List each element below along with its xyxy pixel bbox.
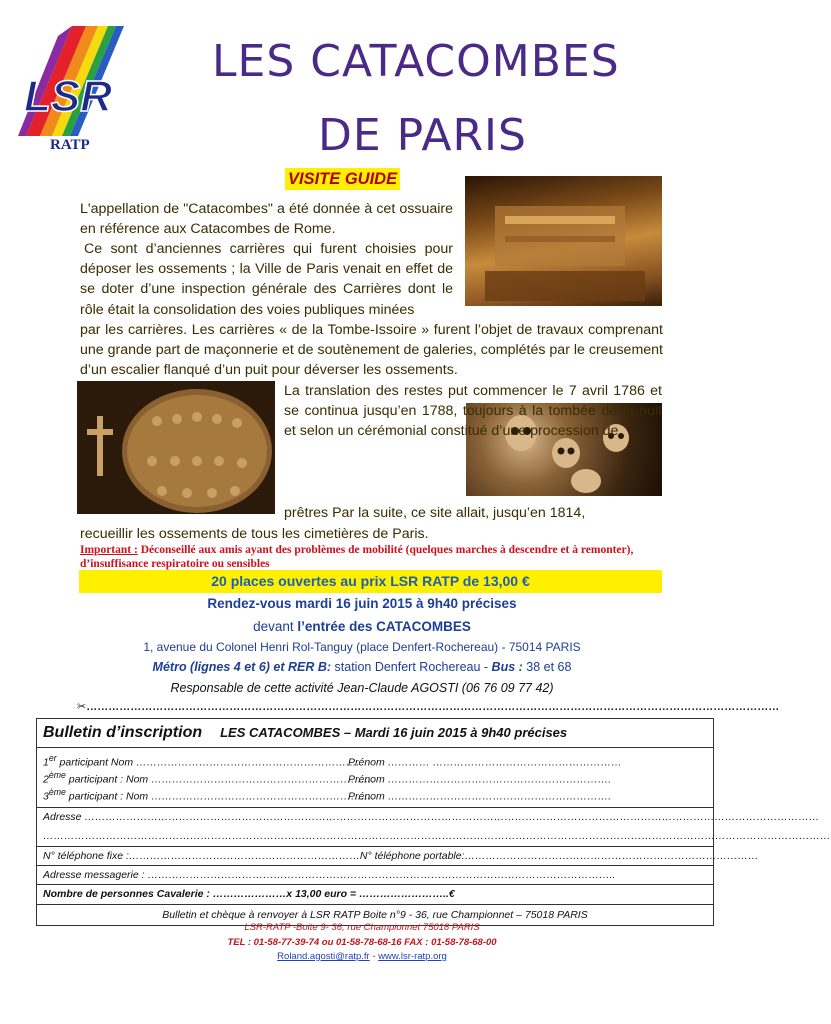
lsr-ratp-logo: [14, 26, 124, 136]
participant-firstname-field[interactable]: Prénom ……………………………………………………….: [348, 790, 612, 803]
form-subtitle: LES CATACOMBES – Mardi 16 juin 2015 à 9h40 précises: [220, 725, 568, 740]
catacombs-tomb-photo: [465, 176, 662, 306]
footer-phone: TEL : 01-58-77-39-74 ou 01-58-78-68-16 FAX : 01-58-78-68-00: [227, 937, 497, 948]
catacombs-bone-pillar-photo: [77, 381, 275, 514]
phone-field[interactable]: N° téléphone fixe :…………………………………………………………N° téléphone portable:…………………………………………………………………………: [37, 847, 713, 866]
participant-sup: ème: [48, 770, 66, 780]
transport-line: [0, 660, 724, 674]
bus-lines: 38 et 68: [522, 660, 572, 674]
participants-section: [37, 748, 713, 808]
important-text: Déconseillé aux amis ayant des problèmes de mobilité (quelques marches à descendre et à remonter), d’insuffisance respiratoire ou sensibles: [80, 544, 634, 570]
address-field[interactable]: [37, 808, 831, 847]
participant-num: 3: [43, 790, 49, 803]
places-price-banner: 20 places ouvertes au prix LSR RATP de 13,00 €: [79, 570, 662, 593]
website-link[interactable]: www.lsr-ratp.org: [378, 951, 447, 962]
devant-text: devant: [253, 619, 298, 634]
participant-name-field[interactable]: participant : Nom ……………………………………………………….: [65, 790, 375, 803]
scissors-cut-line: ✂………………………………………………………………………………………………………………………………………………………………………: [77, 701, 780, 713]
participant-name-field[interactable]: participant : Nom ……………………………………………………….: [65, 773, 375, 786]
participant-row[interactable]: [43, 784, 707, 801]
form-title: Bulletin d’inscription: [43, 724, 203, 741]
tombe-issoire-paragraph: par les carrières. Les carrières « de la Tombe-Issoire » furent l’objet de travaux comprenant une grande part de maçonnerie et de soutènement de galeries, complétés par le creusement d’un escalier flanqué d’un puit pour déverser les ossements.: [80, 322, 663, 379]
recueillir-line: recueillir les ossements de tous les cimetières de Paris.: [80, 526, 429, 542]
participant-row[interactable]: [43, 750, 707, 767]
important-note: [80, 544, 680, 571]
translation-paragraph: La translation des restes put commencer le 7 avril 1786 et se continua jusqu’en 1788, toujours à la tombée de la nuit et selon un cérémonial constitué d’une procession de: [284, 383, 662, 440]
form-header: [37, 719, 713, 748]
intro-paragraph: L'appellation de "Catacombes" a été donnée à cet ossuaire en référence aux Catacombes de Rome.: [80, 201, 453, 238]
footer-address: LSR-RATP -Boite 9- 36, rue Championnet 75018 PARIS: [244, 922, 480, 933]
address-line2[interactable]: ………………………………………………………………………………………………………………………………………………………………………………………………………: [43, 830, 831, 842]
devant-bold: l’entrée des CATACOMBES: [297, 619, 471, 634]
metro-label: Métro (lignes 4 et 6) et RER B:: [152, 660, 332, 674]
ratp-label: RATP: [50, 137, 90, 153]
email-field[interactable]: Adresse messagerie : ……………………………………………………………………………………………………………………..: [37, 866, 713, 885]
meeting-address: 1, avenue du Colonel Henri Rol-Tanguy (place Denfert-Rochereau) - 75014 PARIS: [143, 640, 581, 654]
responsible-line: Responsable de cette activité Jean-Claude AGOSTI (06 76 09 77 42): [170, 681, 554, 695]
participant-firstname-field[interactable]: Prénom ………… ………………………………………………: [348, 756, 622, 769]
svg-text:LSR: LSR: [24, 72, 112, 121]
address-line1[interactable]: Adresse …………………………………………………………………………………………………………………………………………………………………………………………: [43, 811, 820, 823]
metro-station: station Denfert Rochereau -: [331, 660, 492, 674]
registration-form: [36, 718, 831, 926]
important-label: Important :: [80, 544, 138, 556]
send-instructions: Bulletin et chèque à renvoyer à LSR RATP Boite n°9 - 36, rue Championnet – 75018 PARIS: [162, 909, 588, 921]
carrieres-paragraph: Ce sont d’anciennes carrières qui furent choisies pour déposer les ossements ; la Ville de Paris venait en effet de se doter d’une inspection générale des Carrières dont le rôle était la consolidation des voies publiques minées: [80, 241, 453, 318]
participant-name-field[interactable]: participant Nom ……………………………………………………….: [56, 756, 360, 769]
page-title-line2: DE PARIS: [318, 110, 527, 161]
meeting-point-line: [0, 619, 724, 634]
participant-sup: er: [48, 753, 57, 763]
footer-separator: -: [369, 951, 379, 962]
participant-num: 2: [43, 773, 49, 786]
visite-guide-badge: VISITE GUIDE: [285, 168, 400, 190]
participant-firstname-field[interactable]: Prénom ……………………………………………………….: [348, 773, 612, 786]
number-of-people-field[interactable]: Nombre de personnes Cavalerie : …………………x 13,00 euro = ……………………..€: [37, 885, 713, 905]
pretres-line: prêtres Par la suite, ce site allait, jusqu’en 1814,: [284, 505, 586, 521]
rendezvous-line: Rendez-vous mardi 16 juin 2015 à 9h40 précises: [207, 596, 517, 611]
participant-row[interactable]: [43, 767, 707, 784]
bus-label: Bus :: [491, 660, 523, 674]
page-title-line1: LES CATACOMBES: [212, 36, 620, 87]
footer-links: [0, 951, 724, 962]
email-link[interactable]: Roland.agosti@ratp.fr: [277, 951, 370, 962]
participant-sup: ème: [48, 787, 66, 797]
participant-num: 1: [43, 756, 49, 769]
